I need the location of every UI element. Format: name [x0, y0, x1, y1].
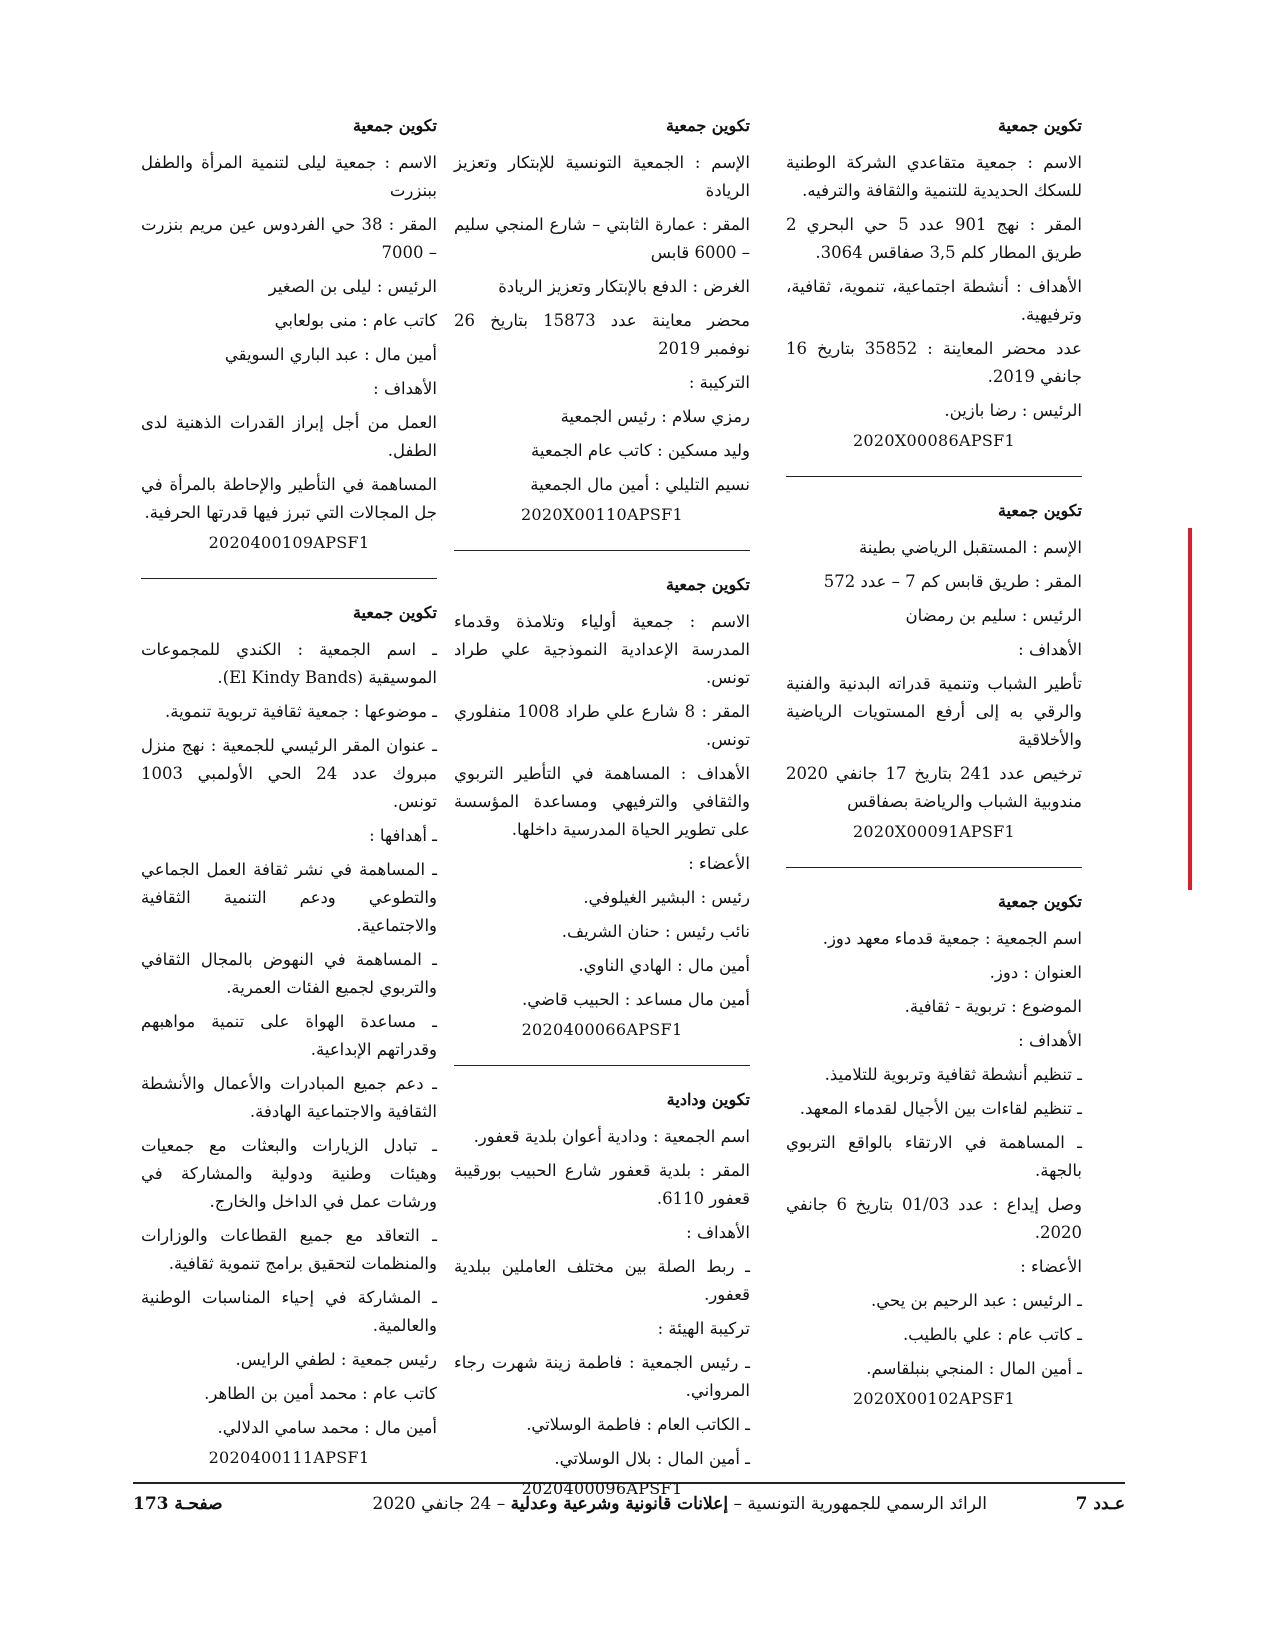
notice-line: الاسم : جمعية متقاعدي الشركة الوطنية للسكك الحديدية للتنمية والثقافة والترفيه. [786, 153, 1082, 200]
notice-reference-code: 2020400096APSF1 [521, 1479, 683, 1498]
notice-line: ـ الكاتب العام : فاطمة الوسلاتي. [526, 1415, 750, 1434]
notice-line: محضر معاينة عدد 15873 بتاريخ 26 نوفمبر 2019 [454, 311, 750, 358]
notice-line: الرئيس : ليلى بن الصغير [268, 277, 437, 296]
column-left [141, 116, 437, 1467]
notice [454, 116, 750, 524]
notice-line: ـ عنوان المقر الرئيسي للجمعية : نهج منزل مبروك عدد 24 الحي الأولمبي 1003 تونس. [141, 736, 437, 811]
notice-line: أمين مال : عبد الباري السويقي [224, 345, 437, 364]
notice-line: ـ ربط الصلة بين مختلف العاملين ببلدية قعفور. [454, 1257, 750, 1304]
notice-line: ـ موضوعها : جمعية ثقافية تربوية تنموية. [164, 702, 437, 721]
notice [786, 501, 1082, 841]
notice-line: عدد محضر المعاينة : 35852 بتاريخ 16 جانفي 2019. [786, 339, 1082, 386]
notice-line: الغرض : الدفع بالإبتكار وتعزيز الريادة [498, 277, 750, 296]
notice-line: كاتب عام : منى بولعابي [274, 311, 437, 330]
notice-line: نسيم التليلي : أمين مال الجمعية [530, 475, 750, 494]
notice-line: رمزي سلام : رئيس الجمعية [560, 407, 750, 426]
notice-line: المقر : طريق قابس كم 7 – عدد 572 [823, 572, 1082, 591]
notice-line: الأهداف : [1018, 1031, 1082, 1050]
notice-line: ـ المساهمة في الارتقاء بالواقع التربوي بالجهة. [786, 1133, 1082, 1180]
notice-line: الرئيس : سليم بن رمضان [905, 606, 1082, 625]
notice-line: العمل من أجل إبراز القدرات الذهنية لدى الطفل. [141, 413, 437, 460]
notice-line: ـ تبادل الزيارات والبعثات مع جمعيات وهيئات وطنية ودولية والمشاركة في ورشات عمل في الداخل والخارج. [141, 1136, 437, 1211]
notice-line: المقر : بلدية قعفور شارع الحبيب بورقيبة قعفور 6110. [454, 1161, 750, 1208]
notice-line: ـ أمين المال : المنجي بنبلقاسم. [866, 1359, 1082, 1378]
page-footer [133, 1494, 1125, 1526]
notice-line: أمين مال : محمد سامي الدلالي. [217, 1418, 437, 1437]
notice-line: المقر : نهج 901 عدد 5 حي البحري 2 طريق المطار كلم 3,5 صفاقس 3064. [786, 215, 1083, 262]
notice-line: اسم الجمعية : ودادية أعوان بلدية قعفور. [473, 1127, 750, 1146]
notice-line: ـ رئيس الجمعية : فاطمة زينة شهرت رجاء المرواني. [454, 1353, 750, 1400]
notice-title: تكوين جمعية [665, 575, 750, 594]
notice-line: وصل إيداع : عدد 01/03 بتاريخ 6 جانفي 2020. [786, 1195, 1082, 1242]
notice-separator [454, 550, 750, 551]
notice-line: ـ المشاركة في إحياء المناسبات الوطنية والعالمية. [141, 1288, 437, 1335]
notice-title: تكوين ودادية [666, 1090, 750, 1109]
notice-title: تكوين جمعية [352, 603, 437, 622]
notice-line: المساهمة في التأطير والإحاطة بالمرأة في جل المجالات التي تبرز فيها قدرتها الحرفية. [141, 475, 437, 522]
notice-title: تكوين جمعية [997, 116, 1082, 135]
notice-line: ـ اسم الجمعية : الكندي للمجموعات الموسيقية (El Kindy Bands). [141, 640, 437, 687]
notice [454, 1090, 750, 1498]
notice-separator [454, 1065, 750, 1066]
column-right [786, 116, 1082, 1408]
notice-line: ـ دعم جميع المبادرات والأعمال والأنشطة الثقافية والاجتماعية الهادفة. [141, 1074, 437, 1121]
notice-line: اسم الجمعية : جمعية قدماء معهد دوز. [822, 929, 1082, 948]
margin-marker-bar [1188, 528, 1192, 890]
notice-reference-code: 2020400111APSF1 [208, 1448, 370, 1467]
notice-line: الأهداف : [1018, 640, 1082, 659]
notice-line: ـ الرئيس : عبد الرحيم بن يحي. [871, 1291, 1082, 1310]
notice-line: أمين مال مساعد : الحبيب قاضي. [521, 990, 750, 1009]
notice-separator [141, 578, 437, 579]
notice [141, 603, 437, 1467]
notice-line: الإسم : الجمعية التونسية للإبتكار وتعزيز الريادة [454, 153, 750, 200]
notice-line: التركيبة : [688, 373, 750, 392]
notice-line: الإسم : المستقبل الرياضي بطينة [858, 538, 1082, 557]
notice-reference-code: 2020X00110APSF1 [520, 505, 684, 524]
issue-number: عـدد 7 [1075, 1494, 1125, 1514]
notice [786, 116, 1082, 450]
notice-line: نائب رئيس : حنان الشريف. [561, 922, 750, 941]
notice-line: ـ المساهمة في نشر ثقافة العمل الجماعي والتطوعي ودعم التنمية الثقافية والاجتماعية. [141, 860, 437, 935]
column-middle [454, 116, 750, 1498]
notice-line: ـ كاتب عام : علي بالطيب. [902, 1325, 1082, 1344]
notice-line: الأهداف : المساهمة في التأطير التربوي والثقافي والترفيهي ومساعدة المؤسسة على تطوير الحياة المدرسية داخلها. [454, 764, 750, 839]
notice-line: الأعضاء : [1020, 1257, 1082, 1276]
notice-reference-code: 2020400066APSF1 [521, 1020, 683, 1039]
notice-line: رئيس جمعية : لطفي الرايس. [235, 1350, 437, 1369]
notice-reference-code: 2020X00091APSF1 [852, 822, 1016, 841]
journal-section: إعلانات قانونية وشرعية وعدلية [510, 1494, 729, 1514]
notice-line: الموضوع : تربوية - ثقافية. [904, 997, 1082, 1016]
notice-line: الأعضاء : [688, 854, 750, 873]
notice-line: الأهداف : أنشطة اجتماعية، تنموية، ثقافية، وترفيهية. [786, 277, 1082, 324]
notice-line: المقر : 8 شارع علي طراد 1008 منفلوري تونس. [454, 702, 751, 749]
notice-line: المقر : 38 حي الفردوس عين مريم بنزرت – 7000 [141, 215, 437, 262]
notice-line: ترخيص عدد 241 بتاريخ 17 جانفي 2020 مندوبية الشباب والرياضة بصفاقس [786, 764, 1082, 811]
notice-line: الاسم : جمعية ليلى لتنمية المرأة والطفل ببنزرت [141, 153, 437, 200]
notice [141, 116, 437, 552]
notice-line: ـ المساهمة في النهوض بالمجال الثقافي والتربوي لجميع الفئات العمرية. [141, 950, 437, 997]
notice-title: تكوين جمعية [665, 116, 750, 135]
notice-line: ـ أمين المال : بلال الوسلاتي. [554, 1449, 750, 1468]
notice-title: تكوين جمعية [352, 116, 437, 135]
notice-line: المقر : عمارة الثابتي – شارع المنجي سليم – 6000 قابس [454, 215, 750, 262]
journal-prefix: الرائد الرسمي للجمهورية التونسية – [728, 1494, 987, 1514]
notice-line: العنوان : دوز. [989, 963, 1082, 982]
journal-date: – 24 جانفي 2020 [372, 1494, 511, 1514]
notice-line: تركيبة الهيئة : [657, 1319, 750, 1338]
notice-line: الأهداف : [686, 1223, 750, 1242]
notice-separator [786, 476, 1082, 477]
notice-line: ـ مساعدة الهواة على تنمية مواهبهم وقدراتهم الإبداعية. [141, 1012, 437, 1059]
notice-reference-code: 2020X00086APSF1 [852, 431, 1016, 450]
notice-reference-code: 2020400109APSF1 [208, 533, 370, 552]
notice [454, 575, 750, 1039]
notice-line: الرئيس : رضا بازين. [944, 401, 1082, 420]
notice-line: ـ أهدافها : [369, 826, 437, 845]
notice-line: ـ تنظيم لقاءات بين الأجيال لقدماء المعهد. [799, 1099, 1082, 1118]
notice-line: تأطير الشباب وتنمية قدراته البدنية والفنية والرقي به إلى أرفع المستويات الرياضية والأخلاقية [786, 674, 1082, 749]
notice-title: تكوين جمعية [997, 501, 1082, 520]
footer-divider [133, 1482, 1125, 1484]
notice-separator [786, 867, 1082, 868]
page-number: صفحـة 173 [133, 1494, 223, 1514]
notice-line: أمين مال : الهادي الناوي. [578, 956, 750, 975]
notice-reference-code: 2020X00102APSF1 [852, 1389, 1016, 1408]
notice-line: الأهداف : [373, 379, 437, 398]
notice-line: الاسم : جمعية أولياء وتلامذة وقدماء المدرسة الإعدادية النموذجية علي طراد تونس. [454, 612, 750, 687]
notice-line: ـ التعاقد مع جميع القطاعات والوزارات والمنظمات لتحقيق برامج تنموية ثقافية. [141, 1226, 437, 1273]
notice-line: وليد مسكين : كاتب عام الجمعية [531, 441, 750, 460]
notice-line: رئيس : البشير الغيلوفي. [583, 888, 750, 907]
notice [786, 892, 1082, 1408]
notice-line: كاتب عام : محمد أمين بن الطاهر. [204, 1384, 437, 1403]
journal-title [372, 1494, 987, 1514]
notice-line: ـ تنظيم أنشطة ثقافية وتربوية للتلاميذ. [824, 1065, 1082, 1084]
notice-title: تكوين جمعية [997, 892, 1082, 911]
